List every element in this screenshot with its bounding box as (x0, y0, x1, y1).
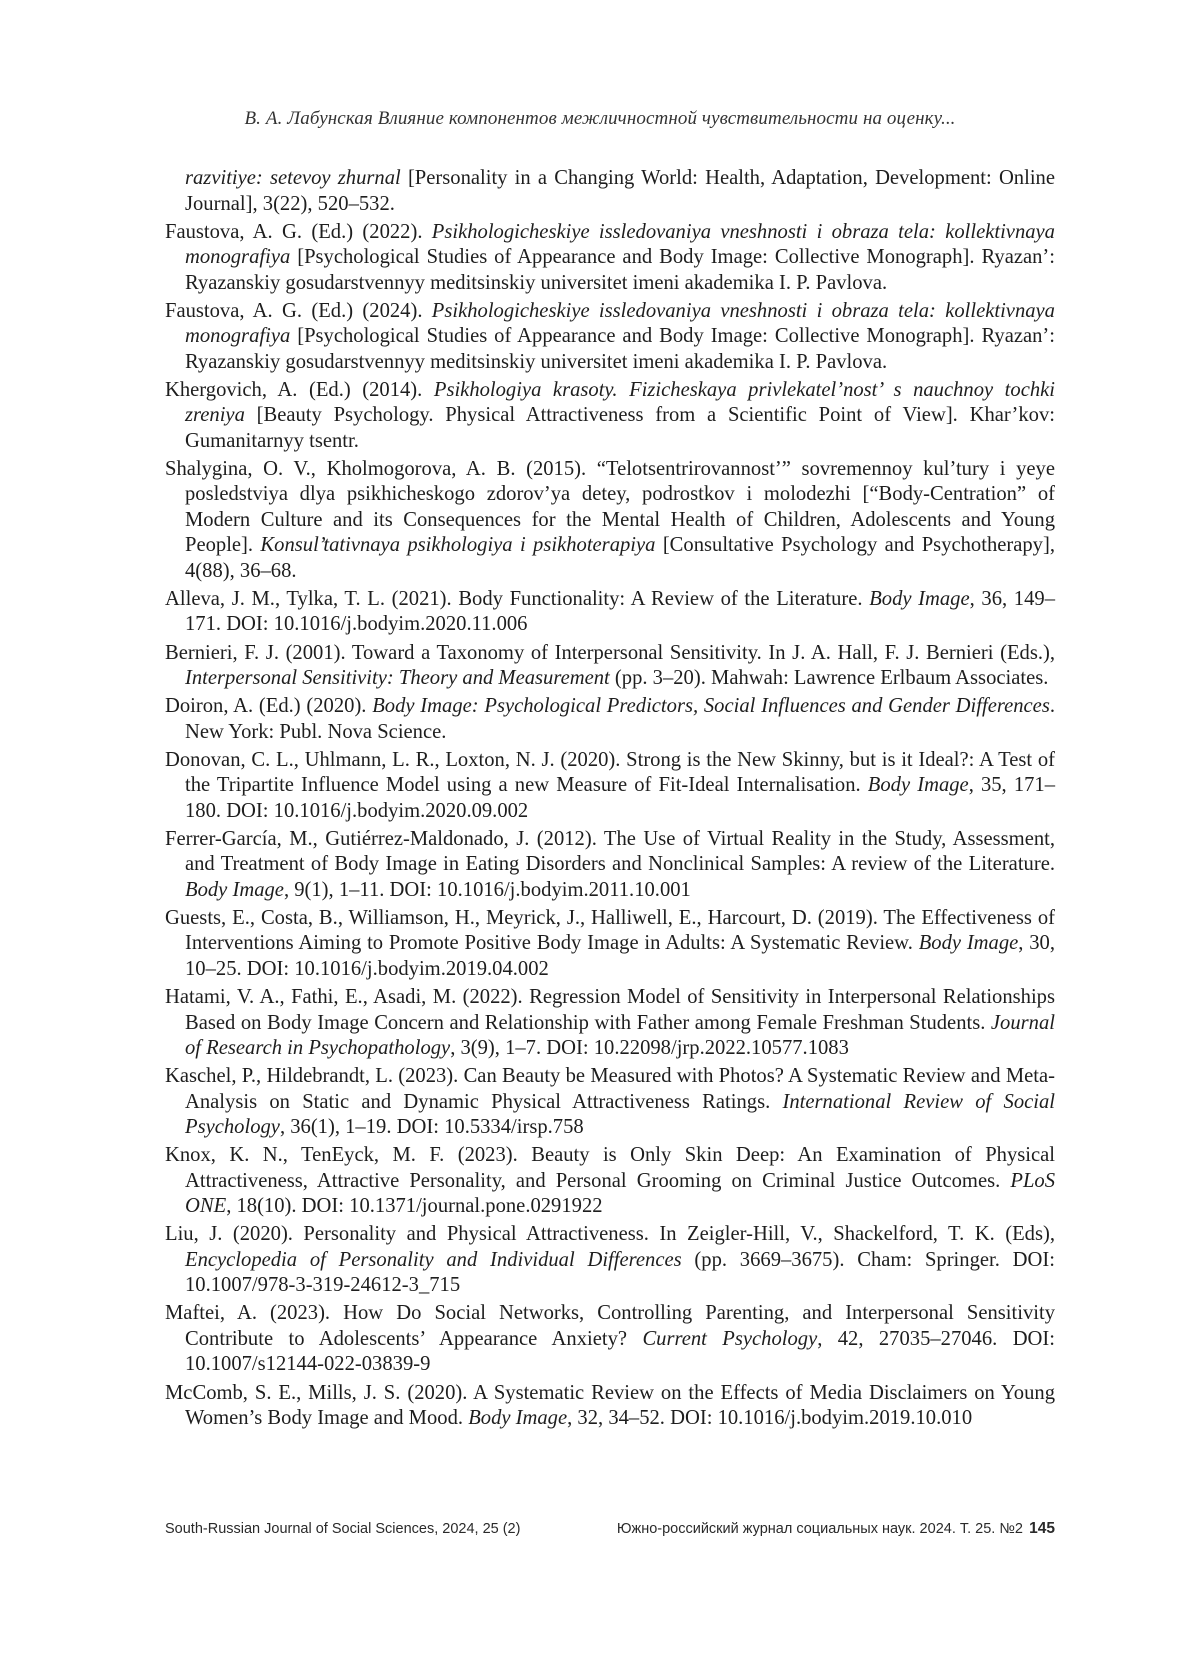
reference-text: , 36, 149–171. DOI: 10.1016/j.bodyim.2020.11.006 (185, 587, 1055, 636)
reference-text: Ferrer-García, M., Gutiérrez-Maldonado, J. (2012). The Use of Virtual Reality in the Study, Assessment, and Treatment of Body Image in Eating Disorders and Nonclinical Samples: A review of the Literature. (165, 827, 1055, 876)
reference-italic-text: PLoS ONE (185, 1169, 1055, 1218)
reference-text: , 36(1), 1–19. DOI: 10.5334/irsp.758 (279, 1116, 584, 1139)
reference-text: Shalygina, O. V., Kholmogorova, A. B. (2015). “Telotsentrirovannost’” sovremennoy kul’tury i yeye posledstviya dlya psikhicheskogo zdorov’ya detey, podrostkov i molodezhi [“Body-Centration” of Modern Culture and its Consequences for the Mental Health of Children, Adolescents and Young People]. (165, 457, 1055, 557)
reference-text: , 9(1), 1–11. DOI: 10.1016/j.bodyim.2011.10.001 (283, 878, 691, 901)
footer-journal-ru: Южно-российский журнал социальных наук. 2024. Т. 25. №2 (616, 1521, 1023, 1537)
reference-text: Faustova, A. G. (Ed.) (2022). (165, 220, 432, 243)
reference-text: , 35, 171–180. DOI: 10.1016/j.bodyim.2020.09.002 (185, 774, 1055, 822)
reference-text: Bernieri, F. J. (2001). Toward a Taxonomy of Interpersonal Sensitivity. In J. A. Hall, F. J. Bernieri (Eds.), (165, 641, 1055, 664)
reference-entry (165, 457, 1055, 585)
reference-entry (165, 1143, 1055, 1220)
reference-italic-text: Body Image: Psychological Predictors, Social Influences and Gender Differences (372, 695, 1050, 718)
running-head: В. А. Лабунская Влияние компонентов межличностной чувствительности на оценку... (244, 108, 956, 129)
footer-journal-en: South-Russian Journal of Social Sciences, 2024, 25 (2) (165, 1521, 521, 1537)
reference-entry (165, 985, 1055, 1062)
reference-text: McComb, S. E., Mills, J. S. (2020). A Systematic Review on the Effects of Media Disclaimers on Young Women’s Body Image and Mood. (165, 1381, 1055, 1429)
reference-text: , 3(9), 1–7. DOI: 10.22098/jrp.2022.10577.1083 (450, 1037, 849, 1060)
reference-entry (165, 378, 1055, 455)
reference-entry (165, 299, 1055, 376)
reference-italic-text: Body Image (867, 774, 969, 797)
reference-text: , 32, 34–52. DOI: 10.1016/j.bodyim.2019.10.010 (567, 1407, 973, 1429)
reference-entry (165, 694, 1055, 745)
reference-italic-text: Body Image (468, 1407, 568, 1429)
reference-entry (165, 906, 1055, 983)
reference-text: Liu, J. (2020). Personality and Physical Attractiveness. In Zeigler-Hill, V., Shackelford, T. K. (Eds), (165, 1223, 1055, 1246)
reference-text: [Personality in a Changing World: Health, Adaptation, Development: Online Journal], 3(22), 520–532. (185, 167, 1055, 215)
reference-italic-text: razvitiye: setevoy zhurnal (185, 167, 401, 189)
page-number: 145 (1029, 1520, 1055, 1537)
reference-entry (165, 166, 1055, 217)
reference-entry (165, 748, 1055, 825)
reference-text: (pp. 3669–3675). Cham: Springer. DOI: 10.1007/978-3-319-24612-3_715 (185, 1248, 1055, 1297)
reference-entry (165, 1381, 1055, 1432)
reference-text: Khergovich, A. (Ed.) (2014). (165, 378, 434, 401)
reference-text: Kaschel, P., Hildebrandt, L. (2023). Can Beauty be Measured with Photos? A Systematic Review and Meta-Analysis on Static and Dynamic Physical Attractiveness Ratings. (165, 1065, 1055, 1113)
reference-text: Guests, E., Costa, B., Williamson, H., Meyrick, J., Halliwell, E., Harcourt, D. (2019). The Effectiveness of Interventions Aiming to Promote Positive Body Image in Adults: A Systematic Review. (165, 906, 1055, 955)
reference-entry (165, 827, 1055, 904)
reference-entry (165, 641, 1055, 692)
reference-italic-text: Psikhologiya krasoty. Fizicheskaya privlekatel’nost’ s nauchnoy tochki zreniya (185, 378, 1055, 427)
reference-text: [Consultative Psychology and Psychotherapy], 4(88), 36–68. (185, 534, 1055, 582)
reference-text: (pp. 3–20). Mahwah: Lawrence Erlbaum Associates. (609, 667, 1049, 690)
reference-italic-text: Encyclopedia of Personality and Individual Differences (185, 1248, 682, 1271)
reference-text: Faustova, A. G. (Ed.) (2024). (165, 299, 432, 322)
reference-italic-text: Current Psychology (642, 1327, 818, 1350)
reference-italic-text: Psikhologicheskiye issledovaniya vneshnosti i obraza tela: kollektivnaya monografiya (185, 299, 1055, 348)
reference-text: , 30, 10–25. DOI: 10.1016/j.bodyim.2019.04.002 (185, 932, 1055, 980)
reference-text: Hatami, V. A., Fathi, E., Asadi, M. (2022). Regression Model of Sensitivity in Interpersonal Relationships Based on Body Image Concern and Relationship with Father among Female Freshman Students. (165, 986, 1055, 1034)
reference-text: Doiron, A. (Ed.) (2020). (165, 695, 373, 718)
reference-entry (165, 587, 1055, 638)
reference-text: , 18(10). DOI: 10.1371/journal.pone.0291922 (226, 1195, 603, 1218)
reference-entry (165, 1222, 1055, 1299)
reference-italic-text: Psikhologicheskiye issledovaniya vneshnosti i obraza tela: kollektivnaya monografiya (185, 220, 1055, 269)
reference-list (165, 166, 1055, 1434)
reference-entry (165, 1301, 1055, 1378)
reference-entry (165, 220, 1055, 297)
reference-italic-text: Interpersonal Sensitivity: Theory and Measurement (185, 667, 610, 690)
reference-text: Maftei, A. (2023). How Do Social Networks, Controlling Parenting, and Interpersonal Sensitivity Contribute to Adolescents’ Appearance Anxiety? (165, 1302, 1055, 1350)
reference-text: [Beauty Psychology. Physical Attractiveness from a Scientific Point of View]. Khar’kov: Gumanitarnyy tsentr. (185, 404, 1055, 452)
reference-entry (165, 1064, 1055, 1141)
reference-italic-text: International Review of Social Psychology (185, 1090, 1055, 1139)
reference-text: [Psychological Studies of Appearance and Body Image: Collective Monograph]. Ryazan’: Ryazanskiy gosudarstvennyy meditsinskiy universitet imeni akademika I. P. Pavlova. (185, 325, 1055, 373)
reference-italic-text: Body Image (869, 587, 970, 610)
reference-italic-text: Journal of Research in Psychopathology (185, 1011, 1055, 1060)
reference-text: . New York: Publ. Nova Science. (185, 695, 1055, 743)
reference-italic-text: Body Image (918, 932, 1019, 955)
reference-italic-text: Konsul’tativnaya psikhologiya i psikhoterapiya (260, 534, 656, 557)
reference-text: Alleva, J. M., Tylka, T. L. (2021). Body Functionality: A Review of the Literature. (165, 587, 870, 610)
reference-text: , 42, 27035–27046. DOI: 10.1007/s12144-022-03839-9 (185, 1327, 1056, 1376)
reference-italic-text: Body Image (185, 878, 284, 901)
reference-text: Donovan, C. L., Uhlmann, L. R., Loxton, N. J. (2020). Strong is the New Skinny, but is it Ideal?: A Test of the Tripartite Influence Model using a new Measure of Fit-Ideal Internalisation. (165, 748, 1055, 797)
reference-text: [Psychological Studies of Appearance and Body Image: Collective Monograph]. Ryazan’: Ryazanskiy gosudarstvennyy meditsinskiy universitet imeni akademika I. P. Pavlova. (185, 246, 1055, 294)
reference-text: Knox, K. N., TenEyck, M. F. (2023). Beauty is Only Skin Deep: An Examination of Physical Attractiveness, Attractive Personality, and Personal Grooming on Criminal Justice Outcomes. (165, 1144, 1055, 1192)
